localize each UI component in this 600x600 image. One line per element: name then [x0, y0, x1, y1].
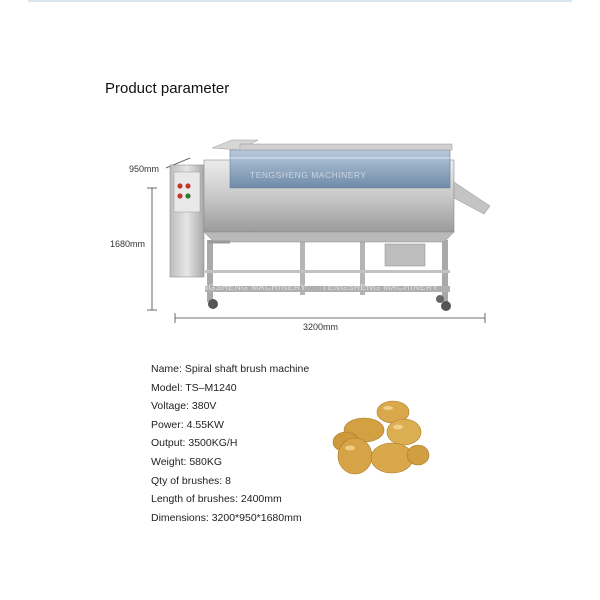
parameter-value: TS–M1240 — [185, 381, 237, 394]
parameter-separator: : — [205, 511, 212, 524]
parameter-value: 580KG — [189, 455, 223, 468]
parameter-label: Output — [151, 437, 183, 450]
parameter-row — [151, 379, 309, 398]
parameter-row — [151, 490, 309, 509]
dimension-height-label: 1680mm — [110, 239, 146, 249]
parameter-row — [151, 360, 309, 379]
parameter-list — [151, 360, 309, 527]
watermark: TENGSHENG MACHINERY — [322, 282, 439, 292]
parameter-label: Dimensions — [151, 511, 206, 524]
parameter-separator: : — [219, 474, 226, 487]
parameter-label: Power — [151, 418, 181, 431]
parameter-value: 3200*950*1680mm — [211, 511, 302, 524]
parameter-value: 8 — [225, 474, 231, 487]
parameter-row — [151, 453, 309, 472]
watermark: TENGSHENG MACHINERY — [190, 282, 307, 292]
parameter-separator: : — [183, 455, 190, 468]
parameter-separator: : — [180, 418, 187, 431]
parameter-label: Qty of brushes — [151, 474, 220, 487]
parameter-label: Name — [151, 363, 180, 375]
potato-illustration — [333, 401, 429, 474]
dimension-width-label: 950mm — [129, 164, 160, 174]
parameter-label: Weight — [151, 455, 184, 468]
dimension-length-label: 3200mm — [303, 322, 339, 332]
parameter-label: Voltage — [151, 400, 187, 413]
parameter-value: 380V — [191, 400, 217, 413]
parameter-row — [151, 472, 309, 491]
parameter-value: 3500KG/H — [188, 437, 238, 450]
parameter-value: 2400mm — [240, 493, 282, 506]
parameter-value: Spiral shaft brush machine — [184, 363, 310, 375]
parameter-label: Length of brushes — [151, 493, 236, 506]
parameter-row — [151, 397, 309, 416]
parameter-separator: : — [235, 493, 241, 506]
parameter-row — [151, 416, 309, 435]
parameter-separator: : — [186, 400, 192, 413]
parameter-value: 4.55KW — [186, 418, 224, 431]
parameter-row — [151, 509, 309, 528]
parameter-separator: : — [182, 437, 189, 450]
parameter-row — [151, 434, 309, 453]
parameter-separator: : — [179, 381, 186, 394]
watermark: TENGSHENG MACHINERY — [250, 170, 367, 180]
parameter-label: Model — [151, 381, 180, 394]
page-heading: Product parameter — [105, 80, 230, 97]
parameter-separator: : — [179, 363, 185, 375]
